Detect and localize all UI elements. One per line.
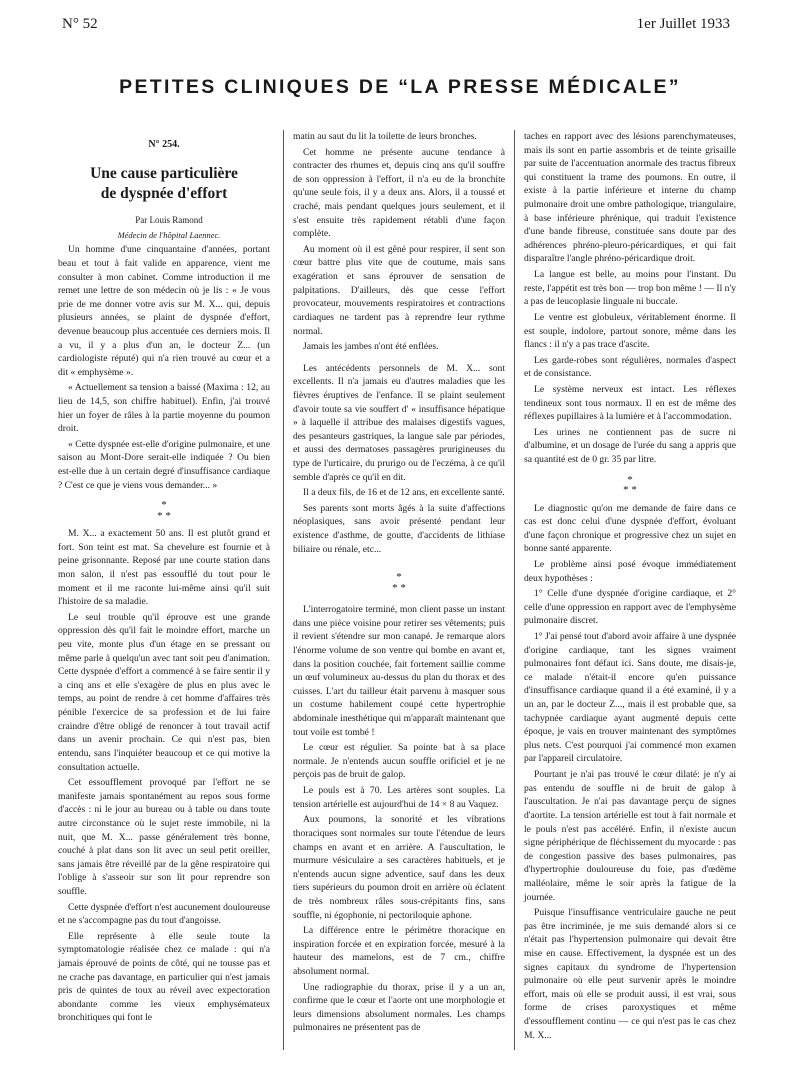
paragraph: L'interrogatoire terminé, mon client passe un instant dans une pièce voisine pour retirer ses vêtements; puis il revient s'étendre sur mon canapé. Je remarque alors l'énorme volume de son ventre qui bombe en avant et, dans la position couchée, fait fortement saillie comme un œuf volumineux au-dessus du plan du thorax et des cuisses. L'art du tailleur était parvenu à masquer sous un costume habilement coupé cette hypertrophie abdominale inesthétique qui m'apparaît maintenant que tout voile est tombé ! (293, 604, 505, 738)
paragraph: Cet homme ne présente aucune tendance à contracter des rhumes et, depuis cinq ans qu'il souffre de son oppression à l'effort, il n'a eu de la bronchite qu'une seule fois, il y a deux ans. Alors, il a toussé et craché, mais pendant quelques jours seulement, et il s'est ensuite très rapidement rétabli d'une façon complète. (293, 146, 505, 240)
article-title (58, 164, 270, 204)
paragraph: Pourtant je n'ai pas trouvé le cœur dilaté: je n'y ai pas entendu de souffle ni de bruit de galop à l'auscultation. Je n'ai pas davantage perçu de signes d'aortite. La tension artérielle est tout à fait normale et le pouls n'est pas accéléré. Enfin, il n'existe aucun signe périphérique de fléchissement du myocarde : pas de congestion passive des bases pulmonaires, pas d'hypertrophie douloureuse du foie, pas d'œdème malléolaire, même le soir après la fatigue de la journée. (524, 769, 736, 903)
column-1 (58, 130, 270, 1027)
section-stars: * * * (392, 571, 406, 594)
paragraph: Jamais les jambes n'ont été enflées. (303, 341, 439, 353)
section-stars: * * * (623, 473, 637, 497)
paragraph: « Actuellement sa tension a baissé (Maxima : 12, au lieu de 14,5, son chiffre habituel). Enfin, j'ai trouvé hier un foyer de râles à la partie moyenne du poumon droit. (58, 382, 270, 435)
paragraph: La différence entre le périmètre thoracique en inspiration forcée et en expiration forcée, mesuré à la hauteur des mamelons, est de 7 cm., chiffre absolument normal. (293, 925, 505, 977)
paragraph: Le problème ainsi posé évoque immédiatement deux hypothèses : (524, 558, 736, 584)
paragraph: Cette dyspnée d'effort n'est aucunement douloureuse et ne s'accompagne pas du tout d'angoisse. (58, 901, 270, 927)
paragraph: « Cette dyspnée est-elle d'origine pulmonaire, et une saison au Mont-Dore serait-elle indiquée ? Ou bien est-elle due à un certain degré d'insuffisance cardiaque ? C'est ce que je viens vous demander... » (58, 438, 270, 491)
paragraph: Il a deux fils, de 16 et de 12 ans, en excellente santé. (303, 487, 505, 499)
paragraph: Le ventre est globuleux, véritablement énorme. Il est souple, indolore, partout sonore, même dans les flancs : il n'y a pas trace d'ascite. (524, 311, 736, 351)
paragraph: Le diagnostic qu'on me demande de faire dans ce cas est donc celui d'une dyspnée d'effort, évoluant d'une façon chronique et progressive chez un sujet en bonne santé apparente. (524, 502, 736, 555)
author-affiliation: Médecin de l'hôpital Laennec. (117, 230, 221, 241)
masthead-title: PETITES CLINIQUES DE “LA PRESSE MÉDICALE” (119, 76, 681, 98)
paragraph: Au moment où il est gêné pour respirer, il sent son cœur battre plus vite que de coutume, mais sans exagération et sans éprouver de sensation de palpitations. D'ailleurs, dès que cesse l'effort provocateur, mouvements respiratoires et contractions cardiaques ne tardent pas à reprendre leur rythme normal. (293, 243, 505, 337)
column-2 (293, 130, 505, 1037)
column-rule-1 (283, 130, 284, 1050)
article-title-line-2: de dyspnée d'effort (100, 185, 228, 203)
issue-date: 1er Juillet 1933 (636, 16, 730, 32)
paragraph: Les garde-robes sont régulières, normales d'aspect et de consistance. (524, 354, 736, 380)
paragraph: 1° Celle d'une dyspnée d'origine cardiaque, et 2° celle d'une oppression en rapport avec de l'emphysème pulmonaire discret. (524, 588, 736, 627)
section-stars: * * * (157, 499, 171, 522)
paragraph: Le système nerveux est intact. Les réflexes tendineux sont tous normaux. Il en est de même des réflexes pupillaires à la lumière et à l'accommodation. (524, 383, 736, 423)
paragraph: Le seul trouble qu'il éprouve est une grande oppression dès qu'il fait le moindre effort, marche un peu vite, monte plus d'un étage en se pressant ou même parle à quelqu'un avec tant soit peu d'animation. Cette dyspnée d'effort a commencé à se faire sentir il y a cinq ans et elle s'exagère de plus en plus avec le temps, au point de rendre à cet homme d'affaires très pénible l'exercice de sa profession et de lui faire craindre d'être obligé de renoncer à tout travail actif dans un avenir prochain. Ce qui n'est pas, bien entendu, sans l'inquiéter beaucoup et ce qui motive la consultation actuelle. (58, 611, 270, 773)
paragraph: Ses parents sont morts âgés à la suite d'affections néoplasiques, sans avoir présenté pendant leur existence d'asthme, de goutte, d'accidents de lithiase biliaire ou rénale, etc... (293, 502, 505, 555)
paragraph: Les urines ne contiennent pas de sucre ni d'albumine, et un dosage de l'urée du sang a appris que sa quantité est de 0 gr. 35 par litre. (524, 426, 736, 466)
paragraph: Le pouls est à 70. Les artères sont souples. La tension artérielle est aujourd'hui de 14 × 8 au Vaquez. (293, 785, 505, 810)
paragraph: Puisque l'insuffisance ventriculaire gauche ne peut pas être incriminée, je me suis demandé alors si ce n'était pas l'hypertension pulmonaire qui devait être mise en cause. Effectivement, la dyspnée est un des signes capitaux du syndrome de l'hypertension pulmonaire où elle peut survenir après le moindre effort, mais où elle se produit aussi, il est vrai, sous forme de crises paroxystiques et même d'essoufflement continu — ce qui n'est pas le cas chez M. X... (524, 907, 736, 1041)
paragraph: Une radiographie du thorax, prise il y a un an, confirme que le cœur et l'aorte ont une morphologie et leurs dimensions absolument normales. Les champs pulmonaires ne présentent pas de (293, 981, 505, 1034)
column-3 (524, 130, 736, 1044)
paragraph: M. X... a exactement 50 ans. Il est plutôt grand et fort. Son teint est mat. Sa chevelure est fournie et à peine grisonnante. Reposé par une courte station dans mon salon, il n'est pas essoufflé du tout pour le moment et il me raconte lui-même ainsi qu'il suit l'histoire de sa maladie. (58, 528, 270, 608)
paragraph: Elle représente à elle seule toute la symptomatologie réalisée chez ce malade : qui n'a jamais éprouvé de points de côté, qui ne tousse pas et ne crache pas davantage, en particulier qui n'est jamais pris de quintes de toux au réveil avec expectoration abondante comme les vieux emphysémateux bronchitiques qui font le (58, 930, 270, 1024)
paragraph: Un homme d'une cinquantaine d'années, portant beau et tout à fait valide en apparence, vient me consulter à mon cabinet. Comme introduction il me remet une lettre de son médecin où je lis : « Je vous prie de me donner votre avis sur M. X... qui, depuis plusieurs années, se plaint de dyspnée d'effort, devenue beaucoup plus accentuée ces derniers mois. Il a vu, il y a plus d'un an, le docteur Z... (un cardiologiste réputé) qui n'a rien trouvé au cœur et a dit « emphysème ». (58, 244, 270, 378)
paragraph: Cet essoufflement provoqué par l'effort ne se manifeste jamais spontanément au repos sous forme d'accès : ni le jour au bureau ou à table ou dans toute autre circonstance où le sujet reste immobile, ni la nuit, que M. X... passe généralement très bonne, couché à plat dans son lit avec un seul petit oreiller, sans jamais être réveillé par de la gêne respiratoire qui l'oblige à s'asseoir sur son lit pour reprendre son souffle. (58, 777, 270, 897)
paragraph: 1° J'ai pensé tout d'abord avoir affaire à une dyspnée d'origine cardiaque, tant les signes vraiment pulmonaires font défaut ici. Sans doute, me disais-je, ce malade n'était-il encore qu'en puissance d'insuffisance cardiaque quand il a été examiné, il y a un an, par le docteur Z..., mais il est probable que, sa tachypnée cardiaque ayant augmenté depuis cette époque, je vais en trouver maintenant des symptômes plus nets. C'est pourquoi j'ai commencé mon examen par l'appareil circulatoire. (524, 630, 736, 765)
paragraph: taches en rapport avec des lésions parenchymateuses, mais ils sont en partie assombris et de teinte grisaille par suite de l'accentuation anormale des tractus fibreux qui constituent la trame des poumons. En outre, il existe à la partie inférieure et interne du champ pulmonaire droit une ombre pathologique, triangulaire, à base inférieure phrénique, qui traduit l'existence d'une bande fibreuse, constituée sans doute par des adhérences phréno-pleuro-péricardiques, et qui fait disparaître l'angle phréno-péricardique droit. (524, 131, 736, 265)
paragraph: Aux poumons, la sonorité et les vibrations thoraciques sont normales sur toute l'étendue de leurs champs en avant et en arrière. A l'auscultation, le murmure vésiculaire a ses caractères habituels, et je n'entends aucun signe adventice, sauf dans les deux tiers supérieurs du poumon droit en arrière où éclatent de très nombreux râles sous-crépitants fins, sans souffle, ni égophonie, ni pectoriloquie aphone. (293, 814, 505, 921)
issue-number: N° 52 (62, 16, 98, 32)
paragraph: Le cœur est régulier. Sa pointe bat à sa place normale. Je n'entends aucun souffle orificiel et je ne perçois pas de bruit de galop. (293, 742, 505, 781)
paragraph: Les antécédents personnels de M. X... sont excellents. Il n'a jamais eu d'autres maladies que les fièvres éruptives de l'enfance. Il se plaint seulement d'avoir toute sa vie souffert d' « insuffisance hépatique » à laquelle il attribue des malaises digestifs vagues, des pesanteurs gastriques, la langue sale par périodes, et aussi des dermatoses passagères prurigineuses du type de l'urticaire, du prurigo ou de l'eczéma, à ce qu'il semble d'après ce qu'il en dit. (293, 362, 505, 483)
paragraph: La langue est belle, au moins pour l'instant. Du reste, l'appétit est très bon — trop bon même ! — Il n'y a pas de leucoplasie linguale ni buccale. (524, 269, 736, 308)
column-rule-2 (514, 130, 515, 1050)
article-author: Par Louis Ramond (135, 215, 203, 226)
paragraph: matin au saut du lit la toilette de leurs bronches. (293, 131, 477, 142)
article-number: N° 254. (148, 139, 180, 150)
article-title-line-1: Une cause particulière (90, 165, 238, 183)
